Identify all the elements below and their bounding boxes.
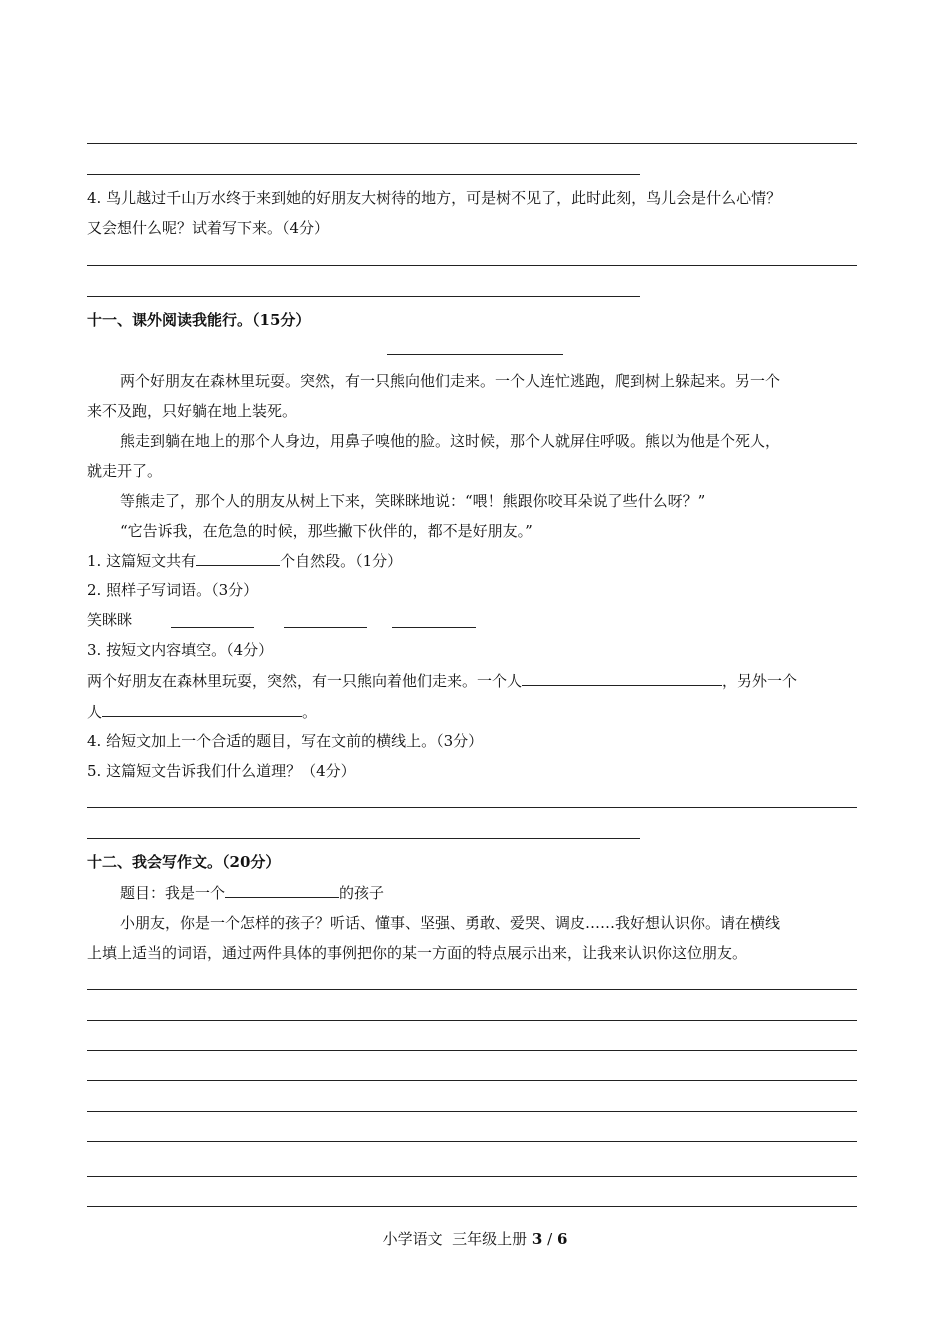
fill-blank[interactable] <box>102 701 302 717</box>
essay-topic-text: 的孩子 <box>339 884 385 902</box>
question-4: 4. 给短文加上一个合适的题目，写在文前的横线上。（3分） <box>87 732 484 750</box>
essay-line[interactable] <box>87 1176 857 1177</box>
fill-blank[interactable] <box>522 670 722 686</box>
question-3-line <box>87 701 317 722</box>
essay-line[interactable] <box>87 989 857 990</box>
essay-line[interactable] <box>87 1080 857 1081</box>
question-3-text: 人 <box>87 703 103 721</box>
title-blank-line[interactable] <box>387 354 563 355</box>
question-3-text: 。 <box>302 703 318 721</box>
essay-line[interactable] <box>87 1141 857 1142</box>
passage-paragraph: 来不及跑，只好躺在地上装死。 <box>87 402 298 420</box>
answer-line[interactable] <box>87 143 857 144</box>
essay-line[interactable] <box>87 1020 857 1021</box>
answer-line[interactable] <box>87 265 857 266</box>
essay-line[interactable] <box>87 1206 857 1207</box>
answer-line[interactable] <box>87 807 857 808</box>
passage-paragraph: 熊走到躺在地上的那个人身边，用鼻子嗅他的脸。这时候，那个人就屏住呼吸。熊以为他是个死人， <box>120 432 781 450</box>
fill-blank[interactable] <box>196 550 280 566</box>
passage-paragraph: 就走开了。 <box>87 462 163 480</box>
question-3: 3. 按短文内容填空。（4分） <box>87 641 274 659</box>
word-blank[interactable] <box>171 627 254 628</box>
passage-paragraph: 两个好朋友在森林里玩耍。突然，有一只熊向他们走来。一个人连忙逃跑，爬到树上躲起来。另一个 <box>120 372 781 390</box>
question-1-prefix: 1. 这篇短文共有 <box>87 552 197 570</box>
question-3-line <box>87 670 797 691</box>
word-blank[interactable] <box>392 627 476 628</box>
question-2: 2. 照样子写词语。（3分） <box>87 581 259 599</box>
essay-topic-text: 题目：我是一个 <box>120 884 226 902</box>
page-total: 6 <box>556 1230 568 1248</box>
question-4-line2: 又会想什么呢？试着写下来。（4分） <box>87 219 330 237</box>
answer-line[interactable] <box>87 838 640 839</box>
essay-line[interactable] <box>87 1111 857 1112</box>
question-4-line1: 4. 鸟儿越过千山万水终于来到她的好朋友大树待的地方，可是树不见了，此时此刻，鸟儿会是什么心情？ <box>87 189 782 207</box>
word-blank[interactable] <box>284 627 367 628</box>
passage-paragraph: “它告诉我，在危急的时候，那些撇下伙伴的，都不是好朋友。” <box>120 522 533 540</box>
essay-prompt: 上填上适当的词语，通过两件具体的事例把你的某一方面的特点展示出来，让我来认识你这位朋友。 <box>87 944 748 962</box>
passage-paragraph: 等熊走了，那个人的朋友从树上下来，笑眯眯地说：“喂！熊跟你咬耳朵说了些什么呀？” <box>120 492 706 510</box>
fill-blank[interactable] <box>225 882 339 898</box>
essay-prompt: 小朋友，你是一个怎样的孩子？听话、懂事、坚强、勇敢、爱哭、调皮……我好想认识你。请在横线 <box>120 914 781 932</box>
answer-line[interactable] <box>87 296 640 297</box>
footer-label: 小学语文 三年级上册 <box>382 1230 528 1248</box>
section-12-heading: 十二、我会写作文。（20分） <box>87 853 281 871</box>
page-separator: / <box>547 1230 553 1248</box>
page-footer <box>0 1228 950 1249</box>
example-word: 笑眯眯 <box>87 611 133 629</box>
question-5: 5. 这篇短文告诉我们什么道理？（4分） <box>87 762 356 780</box>
question-3-text: 两个好朋友在森林里玩耍，突然，有一只熊向着他们走来。一个人 <box>87 672 523 690</box>
question-3-text: ，另外一个 <box>722 672 798 690</box>
question-1 <box>87 550 402 571</box>
page-current: 3 <box>531 1230 543 1248</box>
essay-line[interactable] <box>87 1050 857 1051</box>
essay-topic <box>120 882 384 903</box>
question-1-suffix: 个自然段。（1分） <box>280 552 403 570</box>
section-11-heading: 十一、课外阅读我能行。（15分） <box>87 311 311 329</box>
answer-line[interactable] <box>87 174 640 175</box>
